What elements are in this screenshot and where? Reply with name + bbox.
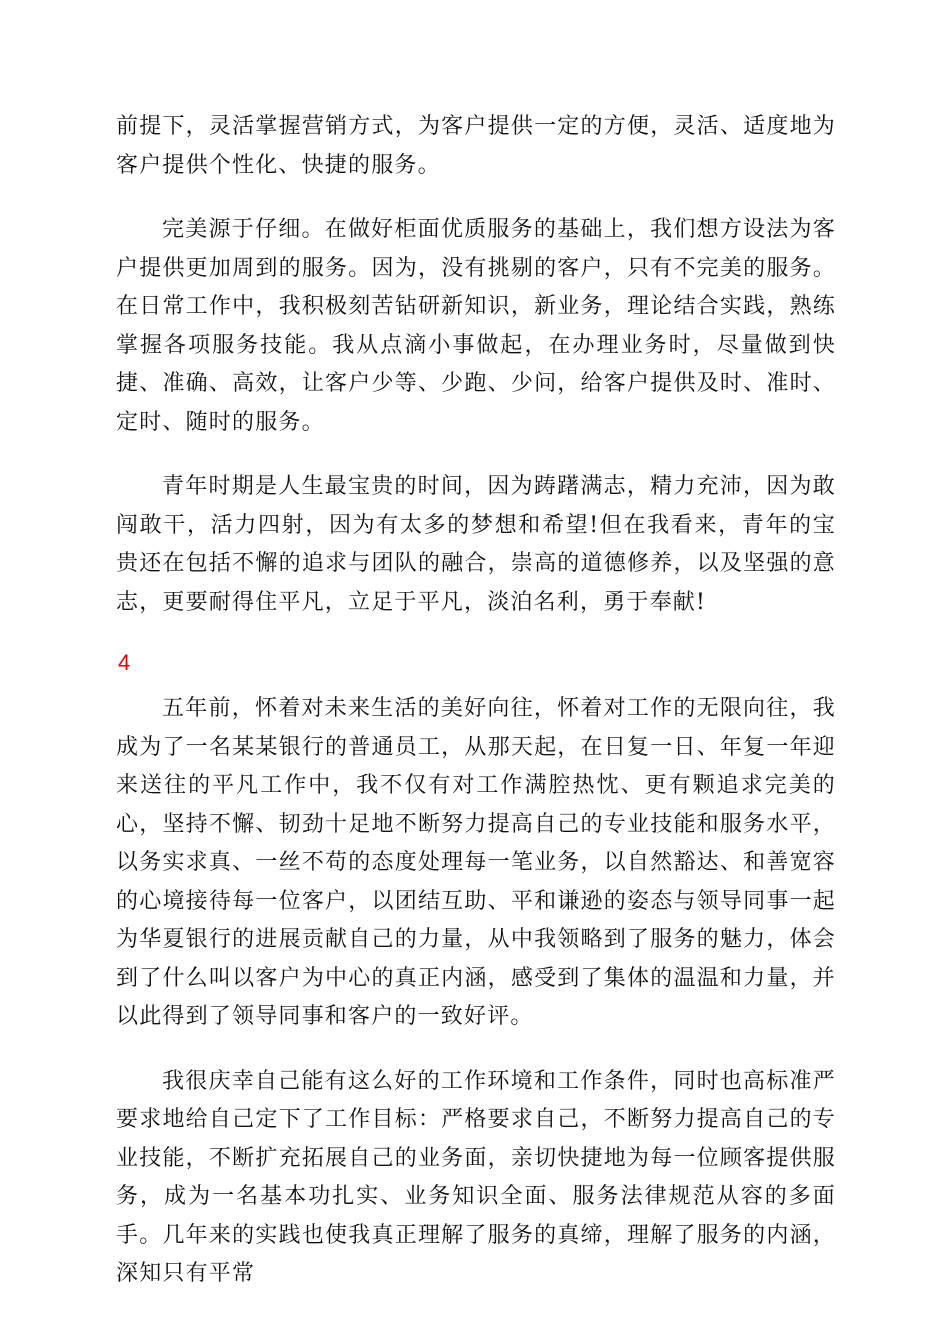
paragraph-work-goals: 我很庆幸自己能有这么好的工作环境和工作条件，同时也高标准严要求地给自己定下了工作目标：严格要求自己，不断努力提高自己的专业技能，不断扩充拓展自己的业务面，亲切快捷地为每一位顾客提供服务，成为一名基本功扎实、业务知识全面、服务法律规范从容的多面手。几年来的实践也使我真正理解了服务的真缔，理解了服务的内涵，深知只有平常: [116, 1068, 836, 1286]
section-number: 4: [118, 650, 132, 675]
paragraph-continuation: 前提下，灵活掌握营销方式，为客户提供一定的方便，灵活、适度地为客户提供个性化、快捷的服务。: [116, 114, 836, 178]
document-page: [116, 108, 836, 1320]
paragraph-five-years-ago: 五年前，怀着对未来生活的美好向往，怀着对工作的无限向往，我成为了一名某某银行的普通员工，从那天起，在日复一日、年复一年迎来送往的平凡工作中，我不仅有对工作满腔热忱、更有颗追求完美的心，坚持不懈、韧劲十足地不断努力提高自己的专业技能和服务水平，以务实求真、一丝不苟的态度处理每一笔业务，以自然豁达、和善宽容的心境接待每一位客户，以团结互助、平和谦逊的姿态与领导同事一起为华夏银行的进展贡献自己的力量，从中我领略到了服务的魅力，体会到了什么叫以客户为中心的真正内涵，感受到了集体的温温和力量，并以此得到了领导同事和客户的一致好评。: [116, 696, 836, 1029]
paragraph-perfection: 完美源于仔细。在做好柜面优质服务的基础上，我们想方设法为客户提供更加周到的服务。因为，没有挑剔的客户，只有不完美的服务。在日常工作中，我积极刻苦钻研新知识，新业务，理论结合实践，熟练掌握各项服务技能。我从点滴小事做起，在办理业务时，尽量做到快捷、准确、高效，让客户少等、少跑、少问，给客户提供及时、准时、定时、随时的服务。: [116, 217, 836, 435]
paragraph-youth: 青年时期是人生最宝贵的时间，因为踌躇满志，精力充沛，因为敢闯敢干，活力四射，因为有太多的梦想和希望!但在我看来，青年的宝贵还在包括不懈的追求与团队的融合，崇高的道德修养，以及坚强的意志，更要耐得住平凡，立足于平凡，淡泊名利，勇于奉献!: [116, 474, 836, 615]
